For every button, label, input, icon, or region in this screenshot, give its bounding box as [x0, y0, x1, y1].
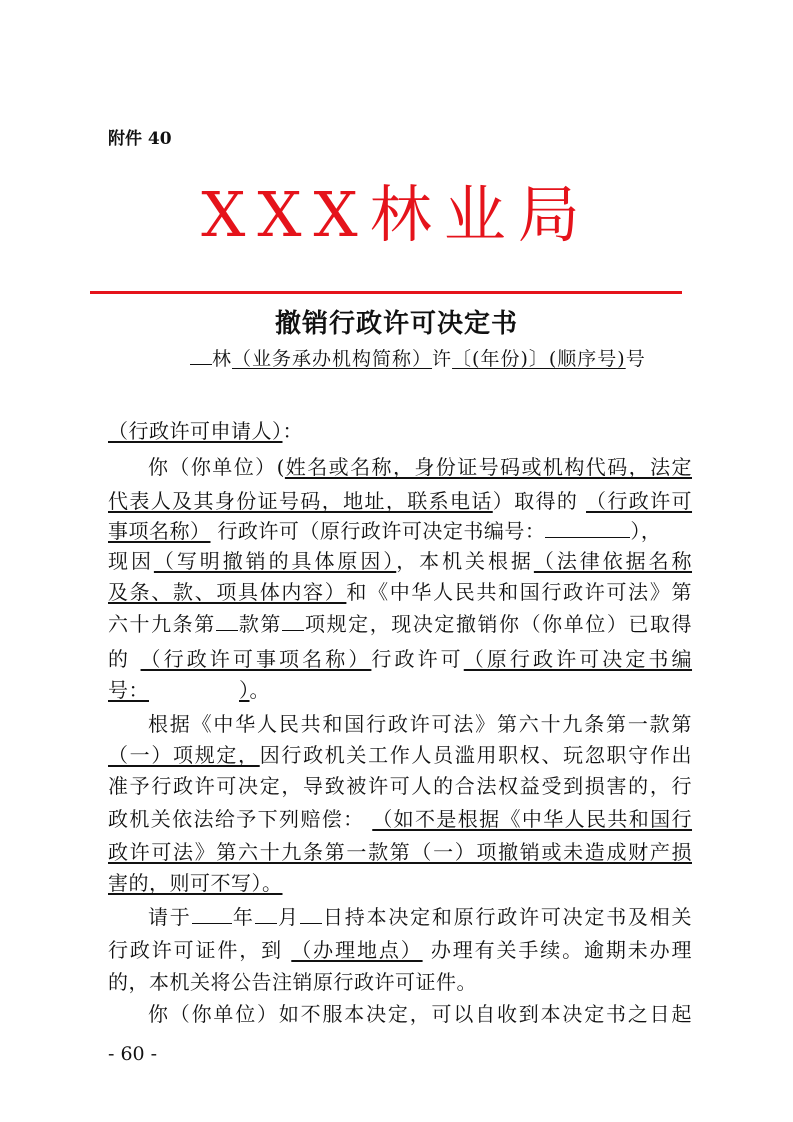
paragraph-line: 你（你单位）(姓名或名称，身份证号码或机构代码，法定: [148, 455, 692, 479]
blank-field: [255, 903, 277, 924]
paragraph-line: 行政许可证件，到 （办理地点） 办理有关手续。逾期未办理: [108, 938, 693, 962]
organization-name: XXX林业局: [201, 178, 592, 251]
paragraph-line: 政许可法》第六十九条第一款第（一）项撤销或未造成财产损: [108, 840, 692, 864]
paragraph-line: （一）项规定，因行政机关工作人员滥用职权、玩忽职守作出: [108, 743, 693, 767]
paragraph-line: 你（你单位）如不服本决定，可以自收到本决定书之日起: [148, 1002, 692, 1026]
blank-field: [300, 903, 322, 924]
red-divider-line: [90, 291, 682, 294]
paragraph-line: 的，本机关将公告注销原行政许可证件。: [108, 970, 477, 994]
attachment-label: 附件 40: [108, 129, 172, 149]
blank-field: [545, 517, 630, 538]
paragraph-line: 根据《中华人民共和国行政许可法》第六十九条第一款第: [148, 712, 692, 736]
addressee-line: （行政许可申请人）：: [108, 419, 303, 443]
paragraph-line: 准予行政许可决定，导致被许可人的合法权益受到损害的，行: [108, 774, 692, 798]
paragraph-line: 及条、款、项具体内容）和《中华人民共和国行政许可法》第: [108, 580, 693, 604]
paragraph-line: 现因（写明撤销的具体原因），本机关根据（法律依据名称: [108, 549, 693, 573]
blank-field: [282, 610, 304, 631]
paragraph-line: 六十九条第 款第 项规定，现决定撤销你（你单位）已取得: [108, 612, 693, 636]
paragraph-line: 事项名称） 行政许可（原行政许可决定书编号： ），: [108, 519, 662, 543]
blank-field: [216, 610, 238, 631]
paragraph-line: 号： ）。: [108, 678, 270, 702]
document-number: 林（业务承办机构简称）许〔(年份)〕(顺序号)号: [190, 344, 646, 371]
paragraph-line: 政机关依法给予下列赔偿： （如不是根据《中华人民共和国行: [108, 807, 693, 831]
page-number: - 60 -: [108, 1043, 158, 1065]
paragraph-line: 请于 年 月 日持本决定和原行政许可决定书及相关: [148, 905, 693, 929]
blank-field: [190, 344, 212, 365]
paragraph-line: 代表人及其身份证号码，地址，联系电话）取得的 （行政许可: [108, 489, 693, 513]
document-title: 撤销行政许可决定书: [274, 309, 518, 339]
blank-field: [192, 903, 232, 924]
paragraph-line: 的 （行政许可事项名称）行政许可（原行政许可决定书编: [108, 647, 693, 671]
paragraph-line: 害的，则可不写）。: [108, 871, 283, 895]
